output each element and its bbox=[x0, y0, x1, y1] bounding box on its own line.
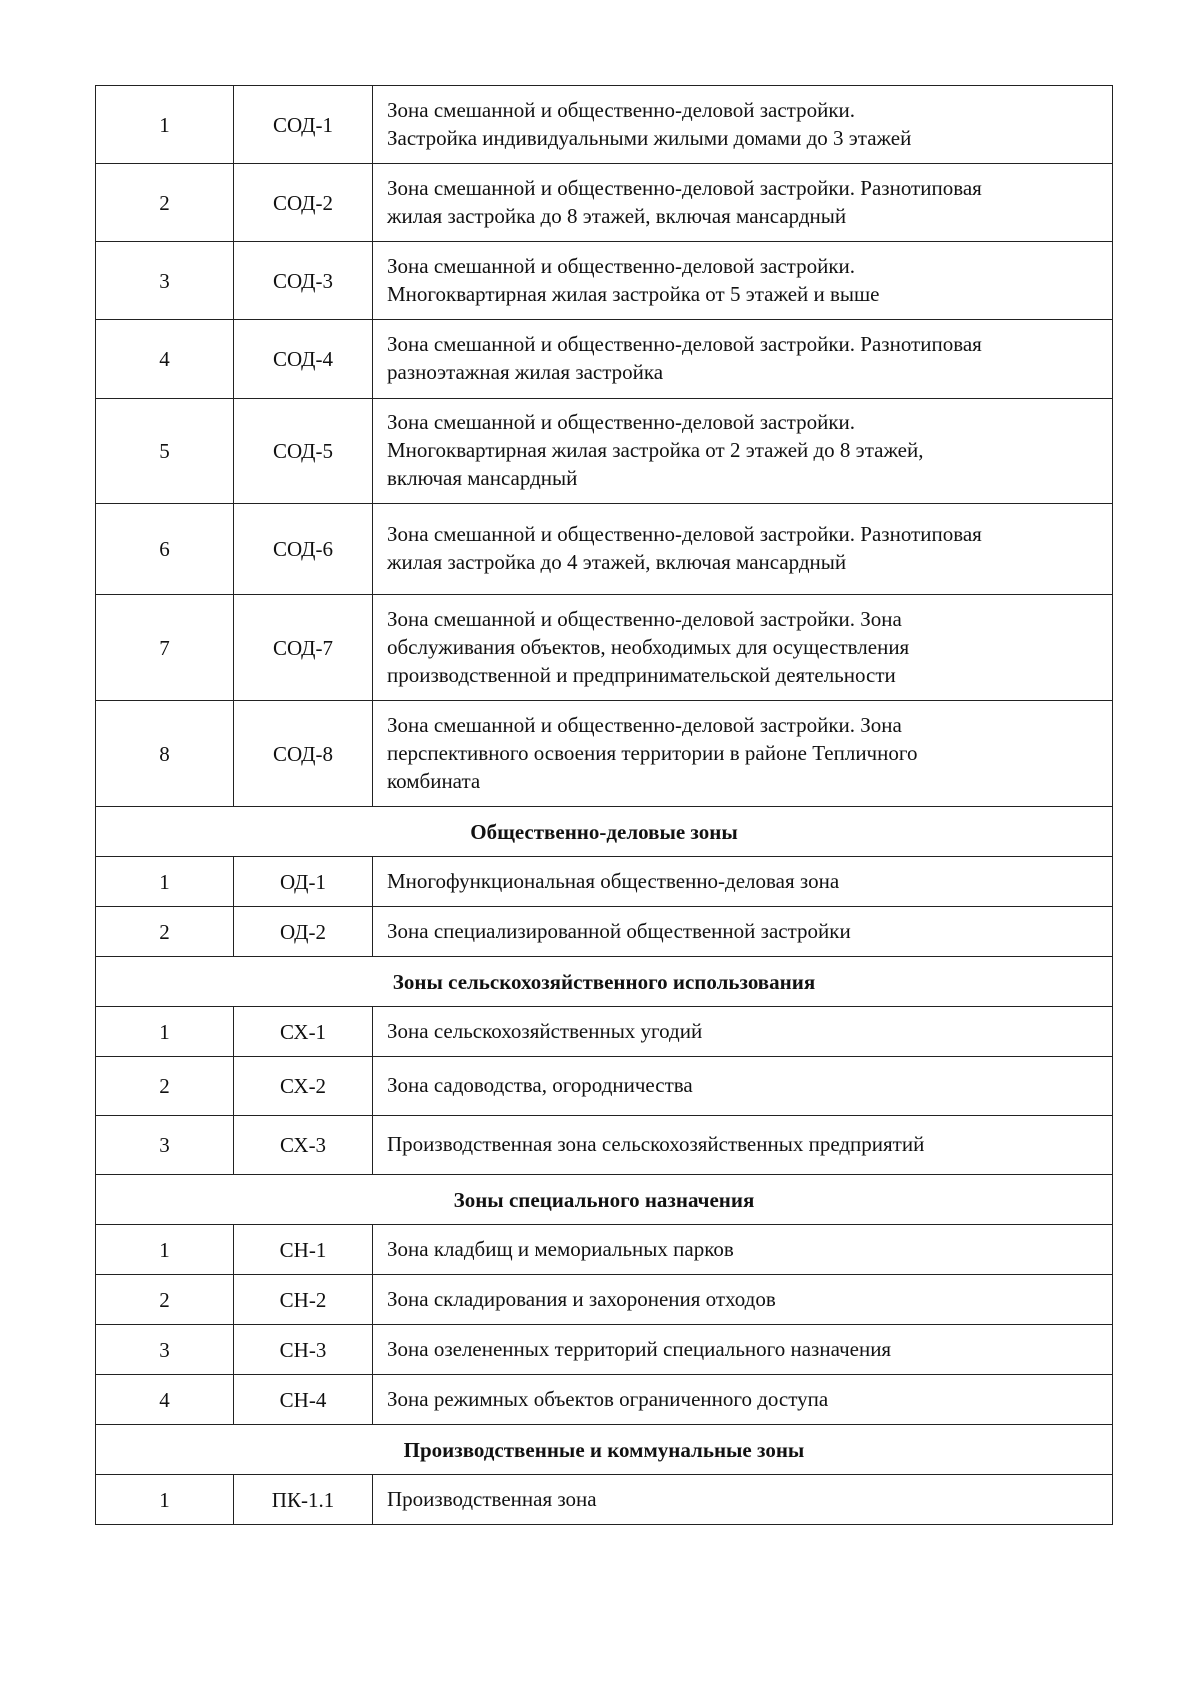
row-number: 2 bbox=[96, 1275, 234, 1325]
zone-description bbox=[373, 1057, 1113, 1116]
description-line: Зона смешанной и общественно-деловой застройки. bbox=[387, 97, 856, 122]
table-row bbox=[96, 86, 1113, 164]
zone-description bbox=[373, 595, 1113, 701]
zone-description bbox=[373, 399, 1113, 504]
section-title: Производственные и коммунальные зоны bbox=[96, 1425, 1113, 1475]
zone-description bbox=[373, 1375, 1113, 1425]
zones-table bbox=[95, 85, 1113, 1525]
zone-code: ПК-1.1 bbox=[234, 1475, 373, 1525]
row-number: 6 bbox=[96, 504, 234, 595]
description-line: жилая застройка до 8 этажей, включая мансардный bbox=[387, 203, 847, 228]
section-title: Зоны сельскохозяйственного использования bbox=[96, 957, 1113, 1007]
section-header-row bbox=[96, 807, 1113, 857]
row-number: 1 bbox=[96, 86, 234, 164]
zone-description bbox=[373, 86, 1113, 164]
description-line: производственной и предпринимательской деятельности bbox=[387, 662, 896, 687]
description-line: Зона смешанной и общественно-деловой застройки. Разнотиповая bbox=[387, 522, 982, 546]
zone-code: СХ-3 bbox=[234, 1116, 373, 1175]
table-row bbox=[96, 1375, 1113, 1425]
description-line: Зона складирования и захоронения отходов bbox=[387, 1286, 776, 1311]
description-line: Зона специализированной общественной застройки bbox=[387, 918, 851, 943]
zone-code: СОД-3 bbox=[234, 242, 373, 320]
description-line: Многоквартирная жилая застройка от 2 этажей до 8 этажей, bbox=[387, 438, 924, 462]
zone-description bbox=[373, 1475, 1113, 1525]
row-number: 1 bbox=[96, 1225, 234, 1275]
row-number: 5 bbox=[96, 399, 234, 504]
table-row bbox=[96, 595, 1113, 701]
description-line: Многофункциональная общественно-деловая зона bbox=[387, 868, 840, 893]
description-line: жилая застройка до 4 этажей, включая мансардный bbox=[387, 550, 847, 574]
section-header-row bbox=[96, 1175, 1113, 1225]
zone-description bbox=[373, 1325, 1113, 1375]
description-line: Зона смешанной и общественно-деловой застройки. Зона bbox=[387, 712, 902, 737]
description-line: перспективного освоения территории в районе Тепличного bbox=[387, 740, 918, 765]
zone-code: СН-3 bbox=[234, 1325, 373, 1375]
description-line: разноэтажная жилая застройка bbox=[387, 360, 664, 384]
description-line: Производственная зона сельскохозяйственных предприятий bbox=[387, 1132, 925, 1156]
zone-code: СН-1 bbox=[234, 1225, 373, 1275]
description-line: Зона сельскохозяйственных угодий bbox=[387, 1018, 703, 1043]
zone-code: СОД-6 bbox=[234, 504, 373, 595]
zone-description bbox=[373, 1225, 1113, 1275]
table-row bbox=[96, 1116, 1113, 1175]
zone-code: ОД-1 bbox=[234, 857, 373, 907]
zone-description bbox=[373, 701, 1113, 807]
table-row bbox=[96, 857, 1113, 907]
table-row bbox=[96, 1225, 1113, 1275]
description-line: Зона смешанной и общественно-деловой застройки. bbox=[387, 410, 856, 434]
zone-description bbox=[373, 504, 1113, 595]
row-number: 8 bbox=[96, 701, 234, 807]
zone-description bbox=[373, 320, 1113, 399]
row-number: 3 bbox=[96, 242, 234, 320]
row-number: 1 bbox=[96, 857, 234, 907]
zone-description bbox=[373, 242, 1113, 320]
zone-code: СХ-2 bbox=[234, 1057, 373, 1116]
row-number: 4 bbox=[96, 320, 234, 399]
zone-description bbox=[373, 907, 1113, 957]
description-line: комбината bbox=[387, 768, 481, 793]
zone-code: СОД-7 bbox=[234, 595, 373, 701]
table-row bbox=[96, 907, 1113, 957]
zone-code: СОД-1 bbox=[234, 86, 373, 164]
section-title: Общественно-деловые зоны bbox=[96, 807, 1113, 857]
description-line: Зона озелененных территорий специального назначения bbox=[387, 1336, 892, 1361]
zone-description bbox=[373, 164, 1113, 242]
description-line: Производственная зона bbox=[387, 1486, 597, 1511]
description-line: Застройка индивидуальными жилыми домами до 3 этажей bbox=[387, 125, 912, 150]
description-line: Зона кладбищ и мемориальных парков bbox=[387, 1236, 734, 1261]
row-number: 3 bbox=[96, 1325, 234, 1375]
row-number: 2 bbox=[96, 907, 234, 957]
row-number: 1 bbox=[96, 1475, 234, 1525]
table-row bbox=[96, 242, 1113, 320]
row-number: 4 bbox=[96, 1375, 234, 1425]
description-line: Зона садоводства, огородничества bbox=[387, 1073, 693, 1097]
zone-code: СОД-2 bbox=[234, 164, 373, 242]
zone-description bbox=[373, 857, 1113, 907]
table-row bbox=[96, 399, 1113, 504]
description-line: Зона смешанной и общественно-деловой застройки. Разнотиповая bbox=[387, 332, 982, 356]
description-line: обслуживания объектов, необходимых для осуществления bbox=[387, 634, 910, 659]
zone-code: СХ-1 bbox=[234, 1007, 373, 1057]
table-row bbox=[96, 1475, 1113, 1525]
zone-description bbox=[373, 1116, 1113, 1175]
description-line: Зона смешанной и общественно-деловой застройки. Разнотиповая bbox=[387, 175, 982, 200]
zones-table-body bbox=[96, 86, 1113, 1525]
row-number: 1 bbox=[96, 1007, 234, 1057]
zone-description bbox=[373, 1275, 1113, 1325]
description-line: Зона режимных объектов ограниченного доступа bbox=[387, 1386, 829, 1411]
table-row bbox=[96, 320, 1113, 399]
description-line: Многоквартирная жилая застройка от 5 этажей и выше bbox=[387, 281, 880, 306]
table-row bbox=[96, 1325, 1113, 1375]
zone-code: СН-2 bbox=[234, 1275, 373, 1325]
row-number: 2 bbox=[96, 164, 234, 242]
zone-code: СОД-4 bbox=[234, 320, 373, 399]
row-number: 2 bbox=[96, 1057, 234, 1116]
section-header-row bbox=[96, 1425, 1113, 1475]
description-line: Зона смешанной и общественно-деловой застройки. bbox=[387, 253, 856, 278]
table-row bbox=[96, 504, 1113, 595]
table-row bbox=[96, 701, 1113, 807]
row-number: 3 bbox=[96, 1116, 234, 1175]
table-row bbox=[96, 1057, 1113, 1116]
row-number: 7 bbox=[96, 595, 234, 701]
description-line: включая мансардный bbox=[387, 466, 578, 490]
section-header-row bbox=[96, 957, 1113, 1007]
table-row bbox=[96, 1007, 1113, 1057]
section-title: Зоны специального назначения bbox=[96, 1175, 1113, 1225]
description-line: Зона смешанной и общественно-деловой застройки. Зона bbox=[387, 606, 902, 631]
zone-code: СОД-5 bbox=[234, 399, 373, 504]
table-row bbox=[96, 1275, 1113, 1325]
zone-code: ОД-2 bbox=[234, 907, 373, 957]
table-row bbox=[96, 164, 1113, 242]
zone-description bbox=[373, 1007, 1113, 1057]
zone-code: СОД-8 bbox=[234, 701, 373, 807]
zone-code: СН-4 bbox=[234, 1375, 373, 1425]
